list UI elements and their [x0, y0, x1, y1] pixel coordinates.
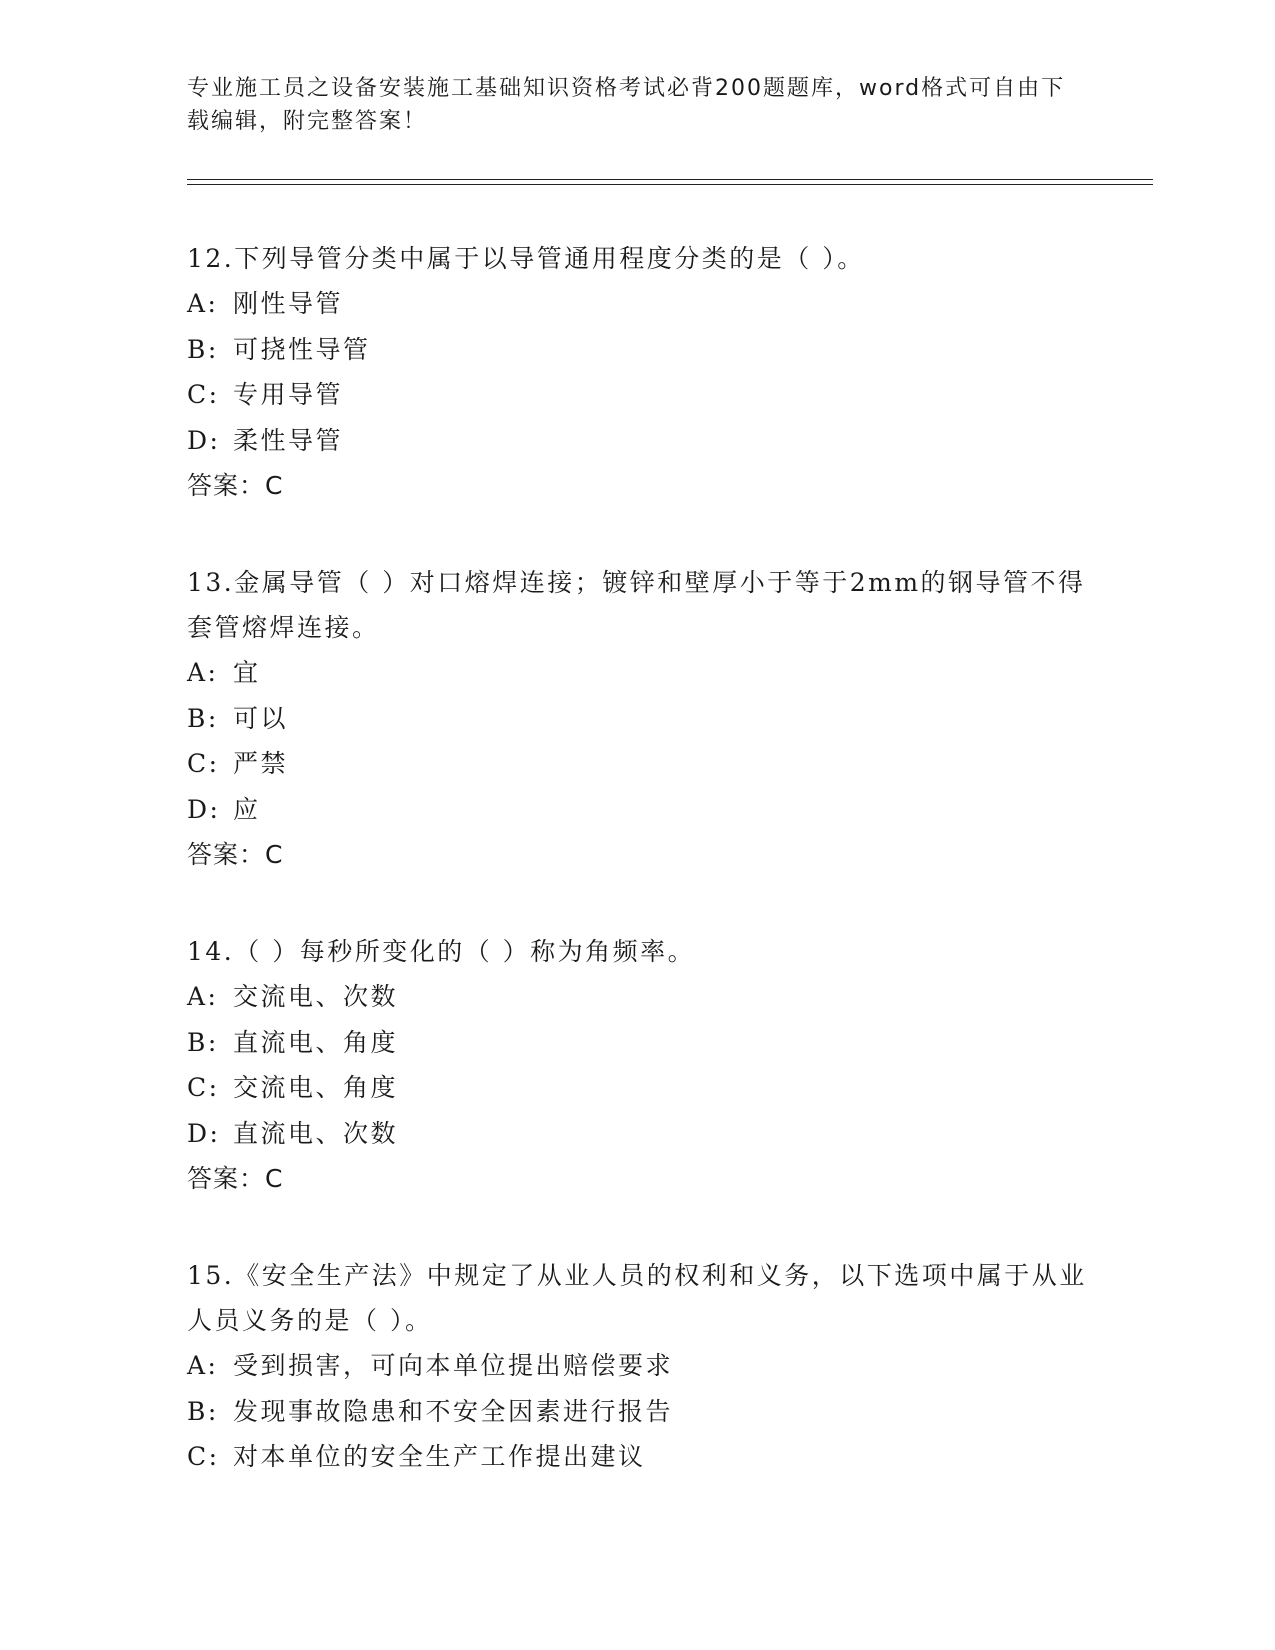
option-letter: D: [187, 794, 221, 824]
option-b [187, 696, 1087, 742]
option-letter: B: [187, 1027, 219, 1057]
option-letter: C: [187, 749, 220, 778]
question-14 [187, 929, 1087, 1201]
option-text: 对本单位的安全生产工作提出建议 [233, 1442, 646, 1471]
question-text: 13.金属导管（ ）对口熔焊连接；镀锌和壁厚小于等于2mm的钢导管不得套管熔焊连接。 [187, 568, 1086, 642]
option-text: 专用导管 [233, 380, 344, 409]
option-letter: C: [187, 1442, 220, 1471]
option-text: 严禁 [233, 749, 289, 778]
option-c [187, 372, 1087, 418]
header-divider-top [187, 179, 1153, 180]
option-text: 直流电、次数 [233, 1118, 399, 1148]
option-text: 交流电、角度 [233, 1073, 399, 1102]
question-text: 14.（ ）每秒所变化的（ ）称为角频率。 [187, 937, 696, 966]
option-letter: A: [187, 982, 219, 1011]
question-text: 12.下列导管分类中属于以导管通用程度分类的是（ ）。 [187, 244, 865, 273]
header-divider-bottom [187, 184, 1153, 185]
option-b [187, 1389, 1087, 1435]
option-letter: D: [187, 425, 221, 455]
option-a [187, 650, 1087, 696]
option-text: 发现事故隐患和不安全因素进行报告 [233, 1396, 674, 1426]
option-text: 直流电、角度 [233, 1027, 399, 1057]
option-letter: C: [187, 380, 220, 409]
option-letter: B: [187, 1396, 219, 1426]
option-d [187, 787, 1087, 833]
option-d [187, 418, 1087, 464]
question-text: 15.《安全生产法》中规定了从业人员的权利和义务，以下选项中属于从业人员义务的是（ ）。 [187, 1261, 1087, 1335]
question-12 [187, 236, 1087, 508]
option-d [187, 1111, 1087, 1157]
question-list [187, 236, 1087, 1532]
option-a [187, 974, 1087, 1020]
question-15 [187, 1253, 1087, 1480]
option-letter: C: [187, 1073, 220, 1102]
option-c [187, 1065, 1087, 1111]
option-text: 可以 [233, 703, 289, 733]
option-a [187, 281, 1087, 327]
option-b [187, 327, 1087, 373]
answer-line: 答案：C [187, 1164, 284, 1193]
option-text: 刚性导管 [233, 289, 344, 318]
option-letter: A: [187, 658, 219, 687]
question-13 [187, 560, 1087, 877]
option-b [187, 1020, 1087, 1066]
option-text: 宜 [233, 658, 261, 687]
option-text: 交流电、次数 [233, 982, 399, 1011]
option-text: 应 [233, 794, 261, 824]
option-a [187, 1343, 1087, 1389]
option-letter: D: [187, 1118, 221, 1148]
option-text: 受到损害，可向本单位提出赔偿要求 [233, 1351, 674, 1380]
option-letter: B: [187, 703, 219, 733]
answer-line: 答案：C [187, 471, 284, 500]
document-header: 专业施工员之设备安装施工基础知识资格考试必背200题题库，word格式可自由下载编辑，附完整答案！ [187, 76, 1066, 134]
option-text: 可挠性导管 [233, 334, 371, 364]
option-letter: A: [187, 289, 219, 318]
option-c [187, 1434, 1087, 1480]
answer-line: 答案：C [187, 840, 284, 869]
option-letter: B: [187, 334, 219, 364]
option-c [187, 741, 1087, 787]
option-text: 柔性导管 [233, 425, 344, 455]
option-letter: A: [187, 1351, 219, 1380]
